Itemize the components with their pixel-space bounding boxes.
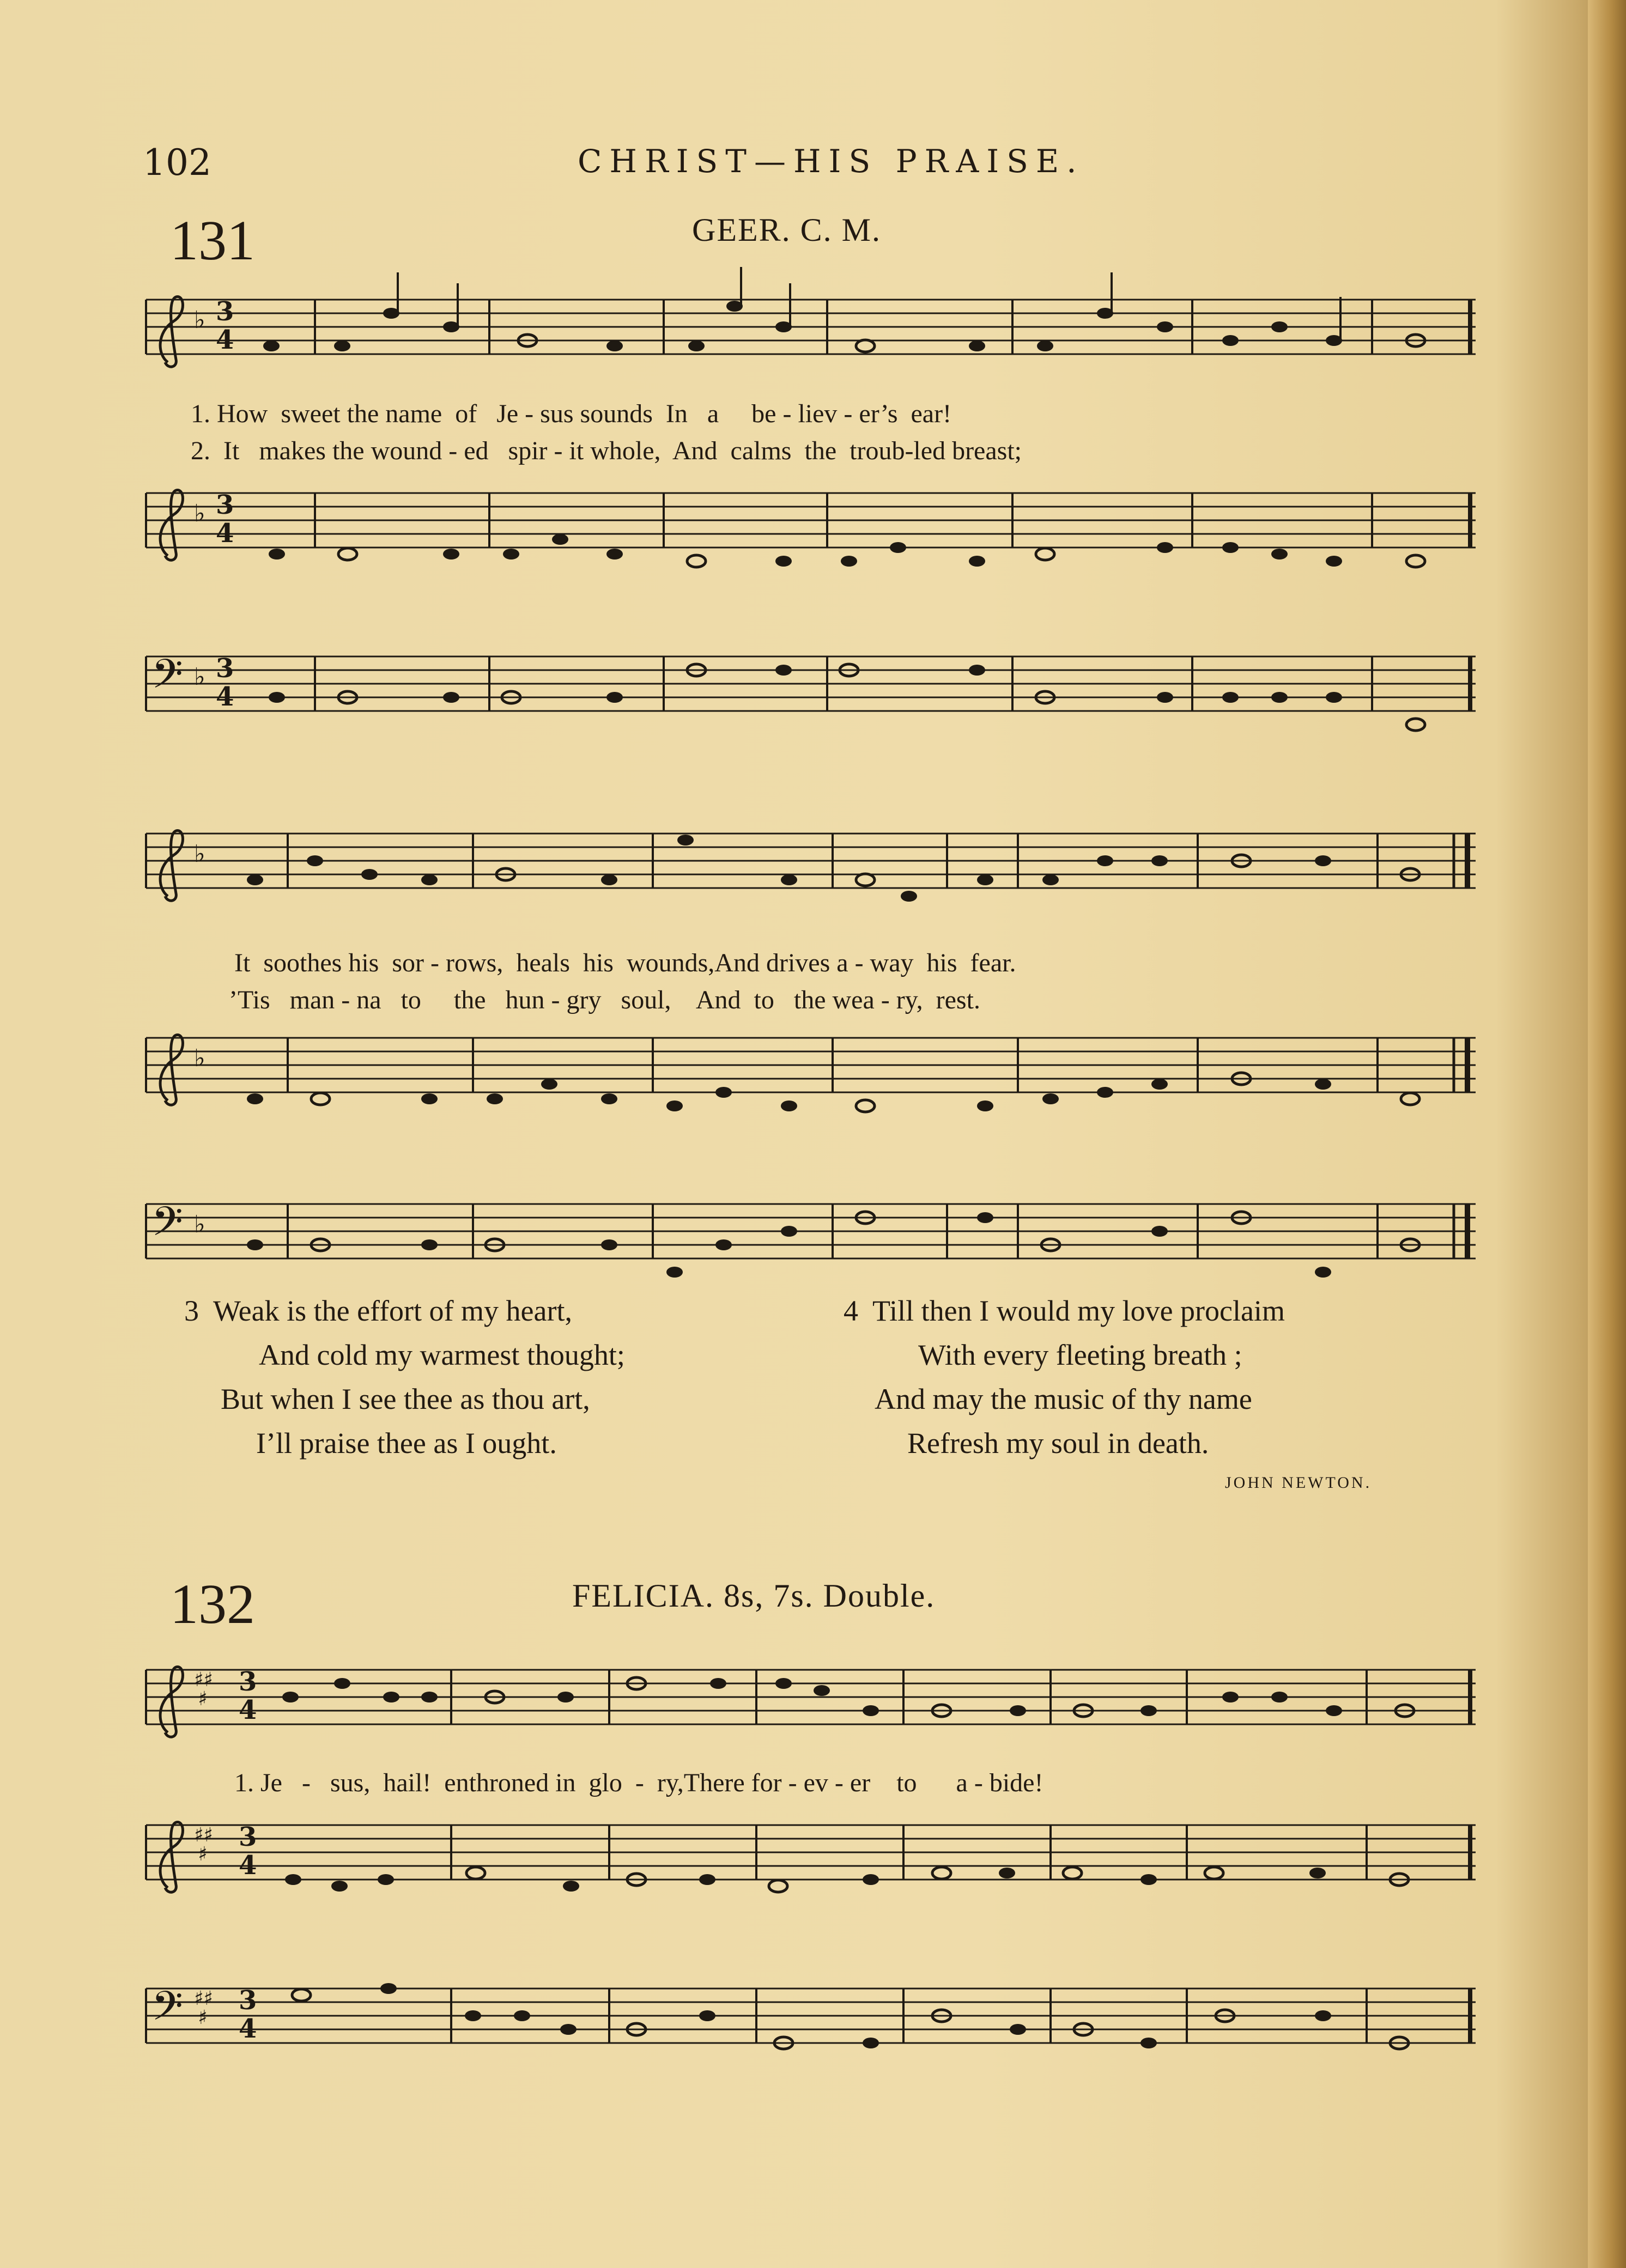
svg-text:4: 4	[239, 1850, 257, 1881]
flat-icon: ♭	[194, 840, 205, 868]
flat-icon: ♭	[194, 500, 205, 527]
sharp-icon: ♯♯	[194, 1824, 213, 1846]
treble-clef-icon	[160, 297, 183, 367]
flat-icon: ♭	[194, 1044, 205, 1072]
lyric-line-verse-1-system-2: It soothes his sor - rows, heals his wounds,And drives a - way his fear.	[234, 948, 1016, 977]
staff-bass-system-2	[146, 1199, 1476, 1269]
lyric-line-verse-1: 1. How sweet the name of Je - sus sounds In a be - liev - er’s ear!	[191, 399, 952, 428]
book-spine-edge	[1588, 0, 1626, 2268]
svg-text:3: 3	[239, 1822, 257, 1852]
bass-clef-icon: 𝄢	[151, 1983, 183, 2040]
author-credit: JOHN NEWTON.	[1225, 1474, 1372, 1492]
verse-4-line-4: Refresh my soul in death.	[907, 1427, 1209, 1460]
lyric-line-verse-2-system-2: ’Tis man - na to the hun - gry soul, And to the wea - ry, rest.	[229, 986, 980, 1014]
sharp-icon: ♯♯	[194, 1987, 213, 2010]
staff-bass-hymn-132	[146, 1983, 1476, 2054]
verse-3-line-3: But when I see thee as thou art,	[221, 1383, 590, 1415]
page-number: 102	[143, 142, 211, 184]
verse-4-line-2: With every fleeting breath ;	[918, 1339, 1242, 1371]
lyric-line-verse-2: 2. It makes the wound - ed spir - it whole, And calms the troub-led breast;	[191, 436, 1022, 465]
svg-text:3: 3	[216, 653, 234, 684]
bass-clef-icon: 𝄢	[151, 1198, 183, 1255]
svg-text:3: 3	[216, 296, 234, 327]
verse-4-line-1: 4 Till then I would my love proclaim	[844, 1294, 1285, 1327]
treble-clef-icon	[160, 1822, 183, 1893]
sharp-icon: ♯	[198, 1688, 208, 1710]
flat-icon: ♭	[194, 663, 205, 691]
svg-text:4: 4	[216, 325, 234, 355]
svg-text:3: 3	[239, 1985, 257, 2016]
staff-soprano-alto-hymn-132	[146, 1664, 1476, 1735]
verse-3-line-4: I’ll praise thee as I ought.	[256, 1427, 557, 1460]
bass-clef-icon: 𝄢	[151, 650, 183, 708]
svg-text:4: 4	[216, 518, 234, 549]
treble-clef-icon	[160, 490, 183, 561]
hymn-number: 132	[170, 1573, 255, 1635]
verse-3-line-1: 3 Weak is the effort of my heart,	[184, 1294, 572, 1327]
svg-text:4: 4	[239, 1695, 257, 1725]
verse-4-line-3: And may the music of thy name	[875, 1383, 1252, 1415]
sharp-icon: ♯	[198, 2006, 208, 2029]
running-head: CHRIST—HIS PRAISE.	[578, 143, 1084, 180]
flat-icon: ♭	[194, 306, 205, 334]
lyric-line-verse-1-hymn-132: 1. Je - sus, hail! enthroned in glo - ry,There for - ev - er to a - bide!	[234, 1768, 1043, 1797]
staff-tenor-system-2	[146, 1032, 1476, 1103]
sharp-icon: ♯	[198, 1843, 208, 1865]
hymn-number: 131	[170, 209, 255, 272]
staff-soprano-alto-system-2	[146, 828, 1476, 899]
staff-bass	[146, 651, 1476, 722]
svg-text:3: 3	[216, 490, 234, 520]
treble-clef-icon	[160, 831, 183, 901]
sharp-icon: ♯♯	[194, 1669, 213, 1691]
staff-tenor-hymn-132	[146, 1820, 1476, 1890]
staff-tenor	[146, 488, 1476, 558]
staff-soprano-alto	[146, 294, 1476, 365]
svg-text:4: 4	[216, 682, 234, 712]
tune-title: GEER. C. M.	[692, 212, 882, 248]
treble-clef-icon	[160, 1035, 183, 1105]
svg-text:4: 4	[239, 2014, 257, 2044]
treble-clef-icon	[160, 1667, 183, 1737]
svg-text:3: 3	[239, 1667, 257, 1697]
tune-title: FELICIA. 8s, 7s. Double.	[572, 1578, 936, 1614]
flat-icon: ♭	[194, 1211, 205, 1238]
verse-3-line-2: And cold my warmest thought;	[259, 1339, 625, 1371]
